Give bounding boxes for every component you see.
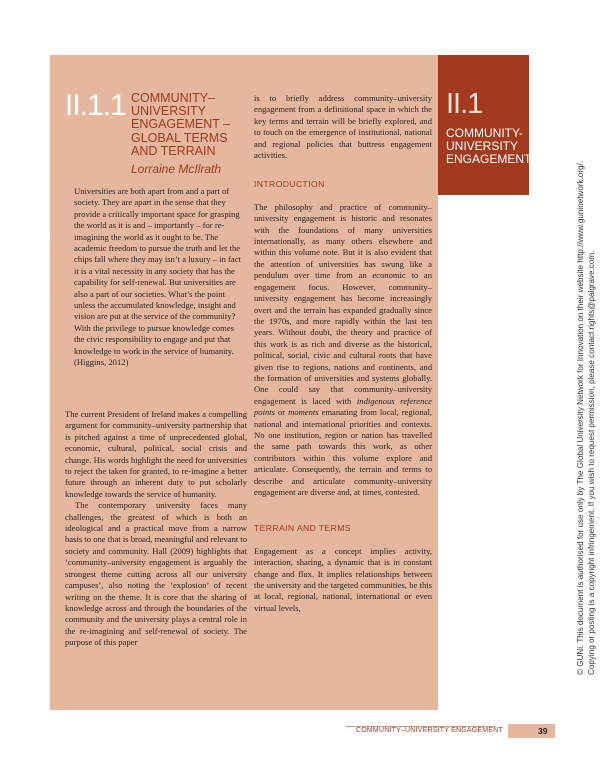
paragraph: is to briefly address community–university engagement from a definitional space in which the key terms and terrain will be briefly explored, and to touch on the emergence of institutional, national and regional policies that buttress engagement activities. xyxy=(254,93,432,161)
emphasis-text: indigenous reference points xyxy=(254,395,432,418)
chapter-author: Lorraine McIlrath xyxy=(131,162,222,176)
right-column-body xyxy=(254,93,432,614)
chapter-title: COMMUNITY–UNIVERSITY ENGAGEMENT – GLOBAL TERMS AND TERRAIN xyxy=(131,91,231,158)
section-number: II.1 xyxy=(446,88,483,120)
epigraph-quote: Universities are both apart from and a part of society. They are apart in the sense that they provide a critically important space for grasping the world as it is and – importantly – for re-imagining the world as it ought to be. The academic freedom to pursue the truth and let the chips fall where they may isn’t a luxury – in fact it is a vital necessity in any society that has the capability for self-renewal. But universities are also a part of our societies. What’s the point unless the accumulated knowledge, insight and vision are put at the service of the community? With the privilege to pursue knowledge comes the civic responsibility to engage and put that knowledge to work in the service of humanity. (Higgins, 2012) xyxy=(74,186,241,368)
section-tab xyxy=(438,55,532,195)
paragraph: The current President of Ireland makes a compelling argument for community–university partnership that is pitched against a time of unprecedented global, economic, cultural, political, social crisis and change. His words highlight the need for universities to reject the taken for granted, to re-imagine a better future through an inherent duty to put scholarly knowledge towards the service of humanity. xyxy=(65,409,247,499)
text: The philosophy and practice of community–university engagement is historic and resonates with the foundations of many universities internationally, as many others elsewhere and within this volume note. But it is also evident that the attention of universities has swung like a pendulum over time from an economic to an engagement focus. However, community–university engagement has become increasingly overt and the terrain has expanded gradually since the 1970s, and more rapidly within the last ten years. Without doubt, the theory and practice of this work is as rich and diverse as the historical, political, social, civic and cultural roots that have given rise to regions, nations and continents, and the formation of universities and systems globally. One could say that community–university engagement is laced with xyxy=(254,201,432,406)
chapter-header xyxy=(65,90,245,184)
copyright-side-note xyxy=(575,45,597,675)
running-title: COMMUNITY–UNIVERSITY ENGAGEMENT xyxy=(356,727,503,734)
page-number: 39 xyxy=(538,726,548,736)
chapter-number: II.1.1 xyxy=(65,89,126,122)
section-heading-terrain: TERRAIN AND TERMS xyxy=(254,523,351,534)
section-heading-introduction: INTRODUCTION xyxy=(254,179,325,190)
page-number-box xyxy=(508,724,555,738)
copyright-line: © GUNi. This document is authorised for use only by The Global University Network for Innovation on their website http://www.guninetwork.org/. xyxy=(576,160,585,675)
text: emanating from local, regional, national and international priorities and contexts. No one institution, region or nation has travelled the same path towards this work, as other contributors within this volume explore and articulate. Consequently, the terrain and terms to describe and articulate community–university engagement are diverse and, at times, contested. xyxy=(254,407,432,497)
paragraph: The contemporary university faces many challenges, the greatest of which is both an ideological and a practical move from a narrow basis to one that is broad, meaningful and relevant to society and community. Hall (2009) highlights that ‘community–university engagement is arguably the strongest theme cutting across all our university campuses’, also noting the ‘explosion’ of recent writing on the theme. It is core that the sharing of knowledge across and through the boundaries of the community and the university plays a central role in the re-imagining and self-renewal of society. The purpose of this paper xyxy=(65,500,247,648)
paragraph: Engagement as a concept implies activity, interaction, sharing, a dynamic that is in constant change and flux. It implies relationships between the university and the targeted communities, be this at local, regional, national, international or even virtual levels, xyxy=(254,545,432,613)
text: or xyxy=(277,407,286,418)
paragraph xyxy=(254,202,432,499)
emphasis-text: moments xyxy=(288,407,319,418)
section-name: COMMUNITY-UNIVERSITY ENGAGEMENT xyxy=(446,126,532,166)
copyright-line: Copying or posting is a copyright infringement. If you wish to request permission, please contact rights@palgrave.com. xyxy=(587,250,596,675)
left-column-body xyxy=(65,409,247,649)
